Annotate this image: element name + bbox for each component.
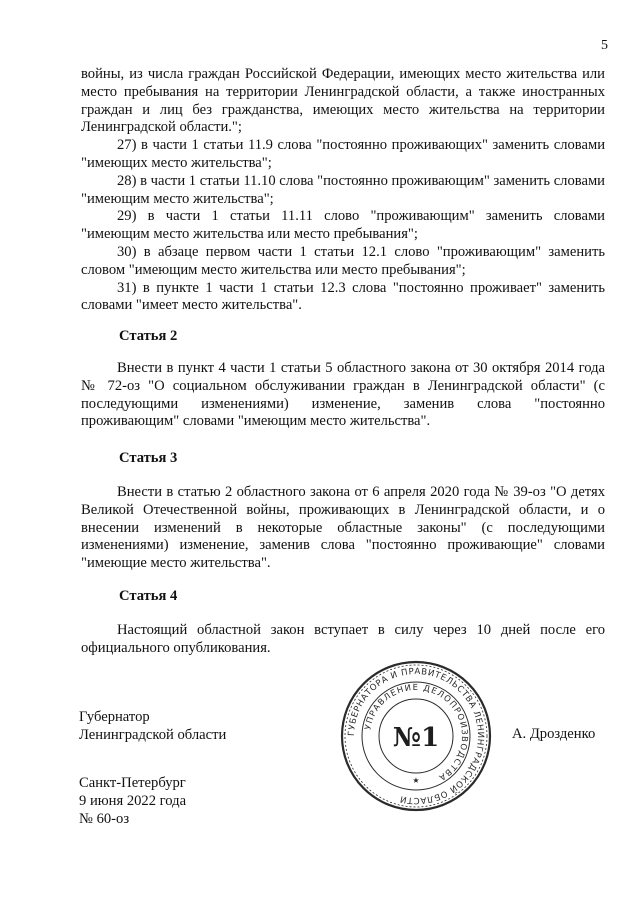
seal-outer-text: ГУБЕРНАТОРА И ПРАВИТЕЛЬСТВА ЛЕНИНГРАДСКОЙ ОБЛАСТИ <box>346 666 486 806</box>
article-3-heading: Статья 3 <box>119 450 178 466</box>
page-number: 5 <box>601 38 608 53</box>
amendment-paragraph: войны, из числа граждан Российской Федерации, имеющих место жительства или место пребывания на территории Ленинградской области, а также иностранных граждан и лиц без гражданства, имеющих место жительства на территории Ленинградской области."; <box>81 66 605 136</box>
article-3-body <box>81 484 605 573</box>
amendment-paragraph: 31) в пункте 1 части 1 статьи 12.3 слова "постоянно проживает" заменить словами "имеет место жительства". <box>81 279 605 314</box>
article-4-body <box>81 622 605 658</box>
article-4-text: Настоящий областной закон вступает в силу через 10 дней после его официального опубликования. <box>81 622 605 656</box>
footer-date: 9 июня 2022 года <box>79 793 187 809</box>
signatory-title-line1: Губернатор <box>79 709 150 725</box>
document-footer <box>79 774 186 828</box>
seal-center-number: №1 <box>392 723 440 753</box>
seal-inner-text: УПРАВЛЕНИЕ ДЕЛОПРОИЗВОДСТВА <box>362 681 471 784</box>
amendment-paragraph: 30) в абзаце первом части 1 статьи 12.1 слово "проживающим" заменить словом "имеющим место жительства или место пребывания"; <box>81 243 605 278</box>
footer-law-number: № 60-оз <box>79 811 130 827</box>
article-3-text: Внести в статью 2 областного закона от 6 апреля 2020 года № 39-оз "О детях Великой Отечественной войны, проживающих в Ленинградской области, и о внесении изменений в некоторые областные законы" (с последующими изменениями) изменение, заменив слова "постоянно проживающие" словами "имеющие место жительства". <box>81 484 605 572</box>
signatory-name: А. Дрозденко <box>512 726 596 742</box>
footer-city: Санкт-Петербург <box>79 775 186 791</box>
amendment-paragraph: 27) в части 1 статьи 11.9 слова "постоянно проживающих" заменить словами "имеющих место жительства"; <box>81 137 605 171</box>
article-2-text: Внести в пункт 4 части 1 статьи 5 областного закона от 30 октября 2014 года № 72-оз "О социальном обслуживании граждан в Ленинградской области" (с последующими изменениями) изменение, заменив слова "постоянно проживающим" словами "имеющим место жительства". <box>81 360 605 430</box>
article-2-body <box>81 360 605 431</box>
seal-star-icon: ★ <box>412 776 420 785</box>
amendments-list <box>81 66 605 315</box>
official-seal <box>338 658 494 814</box>
article-2-heading: Статья 2 <box>119 328 178 344</box>
article-4-heading: Статья 4 <box>119 588 178 604</box>
amendment-paragraph: 28) в части 1 статьи 11.10 слова "постоянно проживающим" заменить словами "имеющим место жительства"; <box>81 172 605 207</box>
signatory-title <box>79 708 226 744</box>
signatory-title-line2: Ленинградской области <box>79 727 227 743</box>
amendment-paragraph: 29) в части 1 статьи 11.11 слово "проживающим" заменить словами "имеющим место жительства или место пребывания"; <box>81 208 605 243</box>
